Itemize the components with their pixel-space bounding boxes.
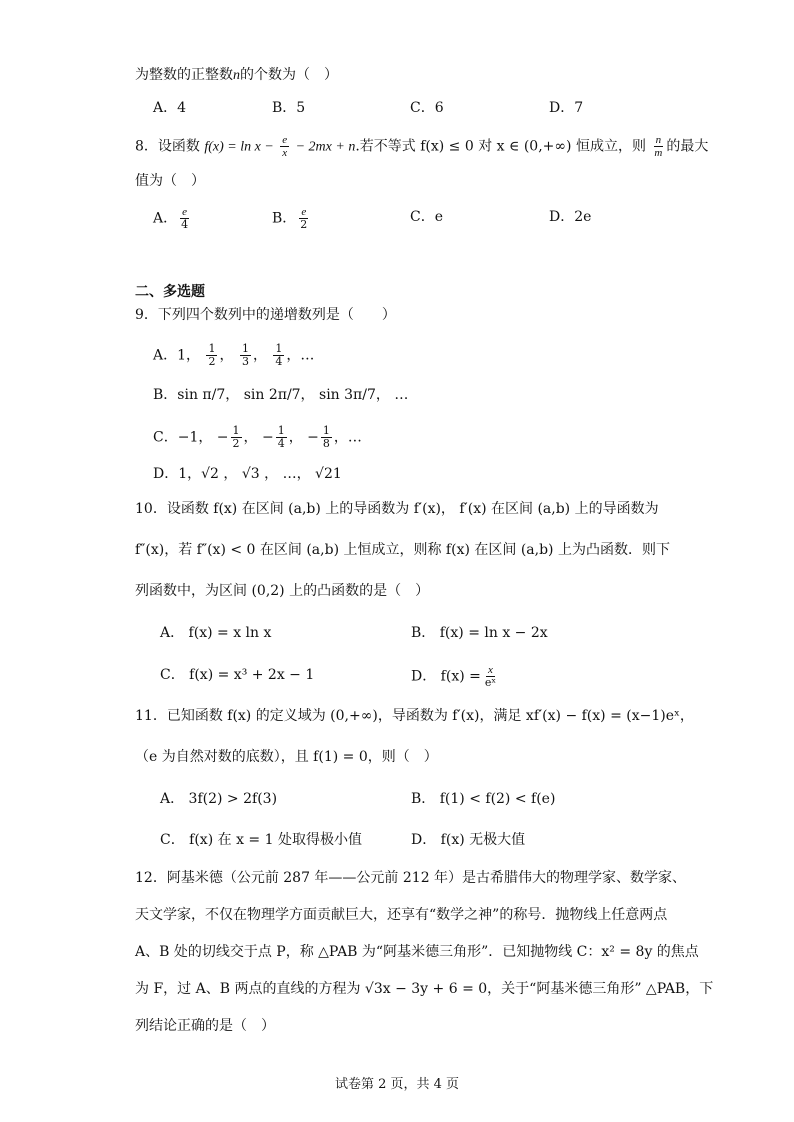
q10-option-b: B． f(x) = ln x − 2x (411, 625, 548, 641)
q11-option-a: A． 3f(2) > 2f(3) (160, 791, 278, 807)
q10-stem-line2: f″(x)，若 f″(x) < 0 在区间 (a,b) 上恒成立，则称 f(x) 在区间 (a,b) 上为凸函数．则下 (135, 542, 670, 558)
q8-option-a: A． $\frac{e}{4}$ (153, 206, 189, 231)
q12-stem-line4: 为 F，过 A、B 两点的直线的方程为 √3x − 3y + 6 = 0，关于“阿基米德三角形” △PAB，下 (135, 981, 714, 997)
q9-option-a: A．1， $\frac{1}{2}$ ， $\frac{1}{3}$ ， $\frac{1}{4}$ ，… (153, 342, 315, 368)
q11-option-d: D． f(x) 无极大值 (411, 832, 526, 848)
q8-option-d: D．2e (549, 209, 592, 225)
q10-stem-line3: 列函数中，为区间 (0,2) 上的凸函数的是（ ） (135, 583, 430, 599)
q8-stem-line2: 值为（ ） (135, 173, 205, 189)
q10-stem-line1: 10．设函数 f(x) 在区间 (a,b) 上的导函数为 f′(x)， f′(x) 在区间 (a,b) 上的导函数为 (135, 501, 659, 517)
q7-option-c: C．6 (410, 100, 444, 116)
q11-stem-line2: （e 为自然对数的底数），且 f(1) = 0，则（ ） (135, 749, 438, 765)
q9-option-d: D．1，√2 ， √3 ， …， √21 (153, 466, 342, 482)
q9-stem: 9．下列四个数列中的递增数列是（ ） (135, 307, 396, 323)
q10-option-a: A． f(x) = x ln x (160, 625, 272, 641)
q10-option-c: C． f(x) = x³ + 2x − 1 (160, 667, 315, 683)
q11-option-b: B． f(1) < f(2) < f(e) (411, 791, 556, 807)
q12-stem-line3: A、B 处的切线交于点 P，称 △PAB 为“阿基米德三角形”．已知抛物线 C：x² = 8y 的焦点 (135, 944, 699, 960)
q7-option-d: D．7 (549, 100, 584, 116)
q7-option-b: B．5 (272, 100, 306, 116)
q9-option-c: C．−1， − $\frac{1}{2}$ ， − $\frac{1}{4}$ ， − $\frac{1}{8}$ ，… (153, 424, 362, 450)
q8-option-c: C．e (410, 209, 443, 225)
q12-stem-line2: 天文学家，不仅在物理学方面贡献巨大，还享有“数学之神”的称号．抛物线上任意两点 (135, 907, 668, 923)
q9-option-b: B．sin π/7， sin 2π/7， sin 3π/7， … (153, 387, 409, 403)
q8-option-b: B． $\frac{e}{2}$ (272, 206, 308, 231)
q7-option-a: A．4 (153, 100, 187, 116)
section-heading-multiple-choice: 二、多选题 (135, 284, 205, 300)
page-footer: 试卷第 2 页，共 4 页 (334, 1077, 460, 1092)
q11-stem-line1: 11．已知函数 f(x) 的定义域为 (0,+∞)，导函数为 f′(x)，满足 xf′(x) − f(x) = (x−1)eˣ， (135, 708, 694, 724)
q11-option-c: C． f(x) 在 x = 1 处取得极小值 (160, 832, 362, 848)
q8-stem-line1: 8．设函数 f(x) = ln x − $\frac{e}{x}$ − 2mx + n.若不等式 f(x) ≤ 0 对 x ∈ (0,+∞) 恒成立，则 $\frac{n}{m}$ 的最大 (135, 134, 709, 159)
q10-option-d: D． f(x) = $\frac{x}{\text{eˣ}}$ (411, 664, 497, 689)
q7-stem-tail: 为整数的正整数n的个数为（ ） (135, 67, 338, 83)
q12-stem-line1: 12．阿基米德（公元前 287 年——公元前 212 年）是古希腊伟大的物理学家、数学家、 (135, 870, 687, 886)
q12-stem-line5: 列结论正确的是（ ） (135, 1018, 275, 1034)
